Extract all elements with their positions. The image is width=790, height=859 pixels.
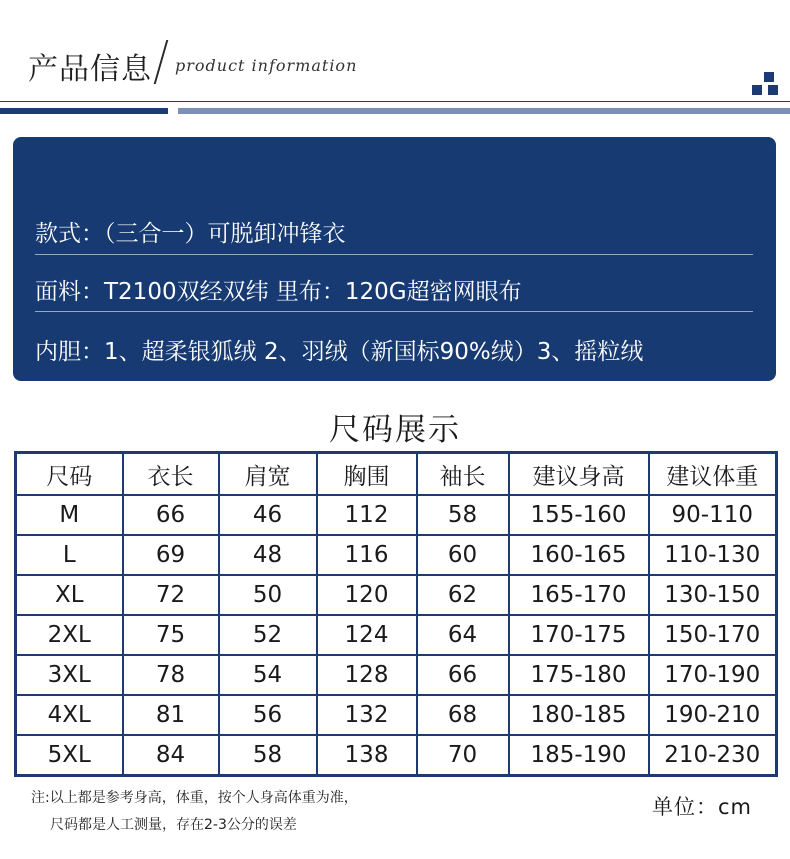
table-cell: 72 — [123, 575, 219, 615]
table-cell: 56 — [219, 695, 317, 735]
table-cell: 128 — [317, 655, 417, 695]
table-cell: 66 — [417, 655, 509, 695]
info-style: 款式：（三合一）可脱卸冲锋衣 — [35, 221, 346, 247]
table-cell: 190-210 — [649, 695, 777, 735]
header-rule — [0, 101, 790, 102]
table-cell: 170-175 — [509, 615, 649, 655]
table-row — [16, 575, 777, 615]
table-cell: 2XL — [16, 615, 123, 655]
table-cell: L — [16, 535, 123, 575]
table-cell: 160-165 — [509, 535, 649, 575]
table-cell: 124 — [317, 615, 417, 655]
info-fabric: 面料：T2100双经双纬 里布：120G超密网眼布 — [35, 279, 522, 305]
table-row — [16, 495, 777, 535]
table-cell: 155-160 — [509, 495, 649, 535]
header-chest: 胸围 — [317, 453, 417, 496]
table-cell: 48 — [219, 535, 317, 575]
table-cell: 210-230 — [649, 735, 777, 776]
header-shoulder: 肩宽 — [219, 453, 317, 496]
table-cell: 68 — [417, 695, 509, 735]
header-light-bar — [178, 108, 790, 114]
table-row — [16, 535, 777, 575]
table-cell: 185-190 — [509, 735, 649, 776]
squares-icon — [752, 72, 784, 98]
table-cell: M — [16, 495, 123, 535]
table-cell: 112 — [317, 495, 417, 535]
table-cell: 78 — [123, 655, 219, 695]
page-header — [0, 0, 790, 120]
info-divider — [35, 254, 753, 255]
table-cell: 58 — [219, 735, 317, 776]
table-header-row — [16, 453, 777, 496]
table-cell: 60 — [417, 535, 509, 575]
table-cell: XL — [16, 575, 123, 615]
header-accent-bar — [0, 108, 168, 114]
unit-label: 单位：cm — [652, 795, 753, 819]
table-cell: 75 — [123, 615, 219, 655]
table-cell: 81 — [123, 695, 219, 735]
info-lining: 内胆：1、超柔银狐绒 2、羽绒（新国标90%绒）3、摇粒绒 — [35, 339, 644, 365]
table-cell: 62 — [417, 575, 509, 615]
table-cell: 66 — [123, 495, 219, 535]
title-divider — [154, 40, 169, 84]
table-cell: 120 — [317, 575, 417, 615]
table-row — [16, 735, 777, 776]
header-weight: 建议体重 — [649, 453, 777, 496]
table-cell: 165-170 — [509, 575, 649, 615]
table-cell: 54 — [219, 655, 317, 695]
table-cell: 5XL — [16, 735, 123, 776]
table-cell: 3XL — [16, 655, 123, 695]
page-title: 产品信息 — [28, 52, 152, 87]
product-info-panel — [13, 137, 776, 381]
size-table — [14, 451, 778, 777]
table-cell: 70 — [417, 735, 509, 776]
table-row — [16, 655, 777, 695]
table-cell: 64 — [417, 615, 509, 655]
table-cell: 50 — [219, 575, 317, 615]
header-sleeve: 袖长 — [417, 453, 509, 496]
size-chart-title: 尺码展示 — [329, 412, 461, 448]
header-height: 建议身高 — [509, 453, 649, 496]
table-cell: 58 — [417, 495, 509, 535]
footnote-line-2: 尺码都是人工测量，存在2-3公分的误差 — [50, 817, 297, 833]
table-cell: 175-180 — [509, 655, 649, 695]
table-cell: 4XL — [16, 695, 123, 735]
table-cell: 170-190 — [649, 655, 777, 695]
table-cell: 180-185 — [509, 695, 649, 735]
table-cell: 150-170 — [649, 615, 777, 655]
table-cell: 69 — [123, 535, 219, 575]
table-cell: 130-150 — [649, 575, 777, 615]
table-row — [16, 615, 777, 655]
table-cell: 138 — [317, 735, 417, 776]
table-row — [16, 695, 777, 735]
header-size: 尺码 — [16, 453, 123, 496]
footnote-line-1: 注:以上都是参考身高，体重，按个人身高体重为准， — [31, 790, 358, 806]
table-cell: 52 — [219, 615, 317, 655]
table-cell: 84 — [123, 735, 219, 776]
page-subtitle: product information — [175, 56, 358, 75]
header-length: 衣长 — [123, 453, 219, 496]
table-cell: 132 — [317, 695, 417, 735]
info-divider — [35, 311, 753, 312]
table-cell: 110-130 — [649, 535, 777, 575]
table-cell: 90-110 — [649, 495, 777, 535]
table-cell: 46 — [219, 495, 317, 535]
table-cell: 116 — [317, 535, 417, 575]
